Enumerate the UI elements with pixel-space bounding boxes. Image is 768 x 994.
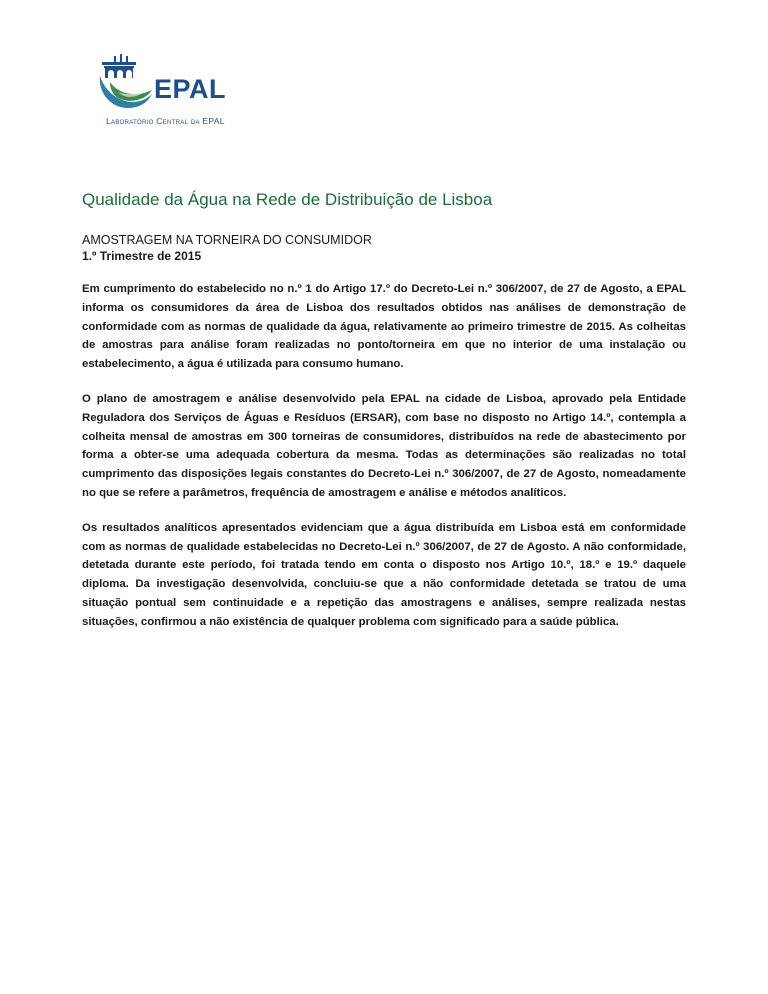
period-heading: 1.º Trimestre de 2015 [82,249,202,263]
logo-subtitle: Laboratório Central da EPAL [106,116,225,126]
paragraph-1: Em cumprimento do estabelecido no n.º 1 do Artigo 17.º do Decreto-Lei n.º 306/2007, de 27 de Agosto, a EPAL informa os consumidores da área de Lisboa dos resultados obtidos nas análises de demonstração de conformidade com as normas de qualidade da água, relativamente ao primeiro trimestre de 2015. As colheitas de amostras para análise foram realizadas no ponto/torneira em que no interior de uma instalação ou estabelecimento, a água é utilizada para consumo humano. [82,283,686,371]
page-title: Qualidade da Água na Rede de Distribuição de Lisboa [82,190,493,209]
epal-logo [96,52,276,132]
paragraph-3: Os resultados analíticos apresentados evidenciam que a água distribuída em Lisboa está em conformidade com as normas de qualidade estabelecidas no Decreto-Lei n.º 306/2007, de 27 de Agosto. A não conformidade, detetada durante este período, foi tratada tendo em conta o disposto nos Artigo 10.º, 18.º e 19.º daquele diploma. Da investigação desenvolvida, concluiu-se que a não conformidade detetada se tratou de uma situação pontual sem continuidade e a repetição das amostragens e análises, sempre realizada nestas situações, confirmou a não existência de qualquer problema com significado para a saúde pública. [82,521,686,628]
logo-wordmark: EPAL [154,74,227,104]
epal-aqueduct-logo-icon [96,52,156,114]
paragraph-2: O plano de amostragem e análise desenvolvido pela EPAL na cidade de Lisboa, aprovado pela Entidade Reguladora dos Serviços de Águas e Resíduos (ERSAR), com base no disposto no Artigo 14.º, contempla a colheita mensal de amostras em 300 torneiras de consumidores, distribuídos na rede de abastecimento por forma a obter-se uma adequada cobertura da mesma. Todas as determinações são realizadas no total cumprimento das disposições legais constantes do Decreto-Lei n.º 306/2007, de 27 de Agosto, nomeadamente no que se refere a parâmetros, frequência de amostragem e análise e métodos analíticos. [82,392,686,499]
section-heading: AMOSTRAGEM NA TORNEIRA DO CONSUMIDOR [82,233,372,247]
document-body [82,190,686,648]
